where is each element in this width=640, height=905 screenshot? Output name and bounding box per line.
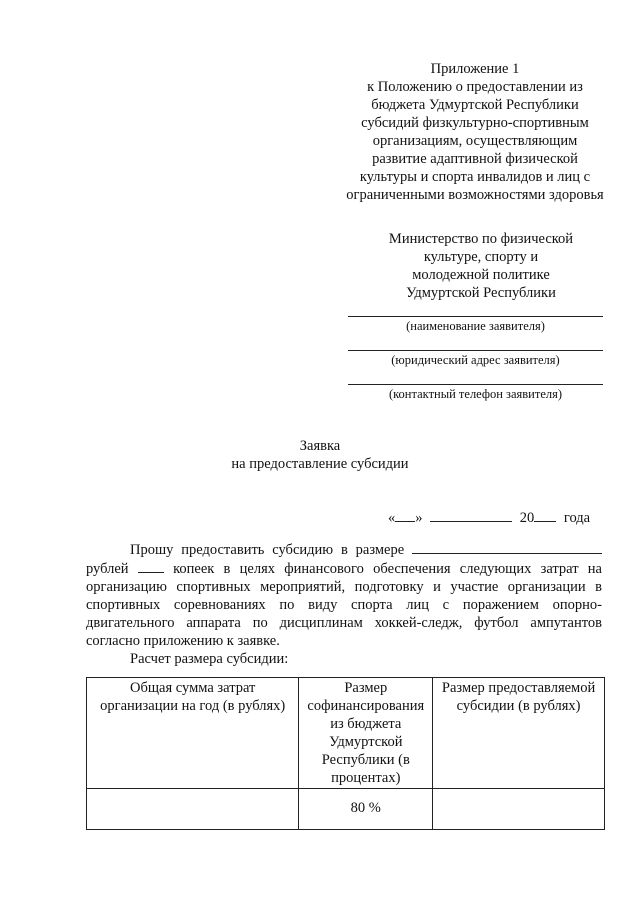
date-century: 20	[519, 510, 535, 526]
recipient-line: Министерство по физической	[388, 231, 574, 247]
recipient-line: культуре, спорту и	[423, 249, 539, 265]
contact-phone-line[interactable]	[348, 384, 603, 385]
calc-heading: Расчет размера субсидии:	[130, 651, 289, 667]
date-close-quote: »	[415, 510, 423, 526]
appendix-line: субсидий физкультурно-спортивным	[361, 115, 589, 131]
request-body	[86, 540, 602, 668]
recipient-line: молодежной политике	[412, 267, 550, 283]
title-line-2: на предоставление субсидии	[231, 456, 409, 472]
appendix-line: ограниченными возможностями здоровья	[346, 187, 604, 203]
appendix-line: организациям, осуществляющим	[372, 133, 578, 149]
request-rest: копеек в целях финансового обеспечения следующих затрат на организацию спортивных мероприятий, подготовку и участие организации в спортивных соревнованиях по виду спорта лиц с поражением опорно-двигательного аппарата по дисциплинам хоккей-следж, футбол ампутантов согласно приложению к заявке.	[86, 561, 602, 649]
subsidy-table	[86, 677, 605, 830]
request-start: Прошу предоставить субсидию в размере	[130, 542, 405, 558]
recipient-block	[350, 230, 612, 302]
appendix-block	[320, 60, 630, 204]
appendix-line: культуры и спорта инвалидов и лиц с	[359, 169, 591, 185]
title-line-1: Заявка	[299, 438, 341, 454]
request-paragraph	[86, 540, 602, 650]
appendix-line: Приложение 1	[430, 61, 520, 77]
table-header-row	[87, 678, 605, 789]
document-title	[0, 437, 640, 473]
legal-address-caption: (юридический адрес заявителя)	[391, 353, 560, 367]
year-blank[interactable]	[534, 508, 556, 522]
date-open-quote: «	[388, 510, 396, 526]
cell-subsidy[interactable]	[433, 789, 605, 830]
request-rubles: рублей	[86, 561, 129, 577]
cell-cofinancing: 80 %	[299, 789, 433, 830]
month-blank[interactable]	[430, 508, 512, 522]
date-line	[388, 508, 590, 527]
appendix-line: к Положению о предоставлении из	[367, 79, 583, 95]
date-suffix: года	[563, 510, 591, 526]
kopeks-blank[interactable]	[138, 559, 164, 573]
applicant-name-line[interactable]	[348, 316, 603, 317]
legal-address-line[interactable]	[348, 350, 603, 351]
table-row	[87, 789, 605, 830]
header-subsidy: Размер предоставляемой субсидии (в рублях)	[433, 678, 605, 789]
header-cofinancing: Размер софинансирования из бюджета Удмуртской Республики (в процентах)	[299, 678, 433, 789]
cell-total-costs[interactable]	[87, 789, 299, 830]
recipient-line: Удмуртской Республики	[406, 285, 556, 301]
applicant-name-caption: (наименование заявителя)	[406, 319, 545, 333]
header-total-costs: Общая сумма затрат организации на год (в рублях)	[87, 678, 299, 789]
day-blank[interactable]	[395, 508, 415, 522]
appendix-line: бюджета Удмуртской Республики	[371, 97, 579, 113]
appendix-line: развитие адаптивной физической	[372, 151, 578, 167]
amount-blank[interactable]	[412, 540, 602, 554]
contact-phone-caption: (контактный телефон заявителя)	[388, 387, 563, 401]
